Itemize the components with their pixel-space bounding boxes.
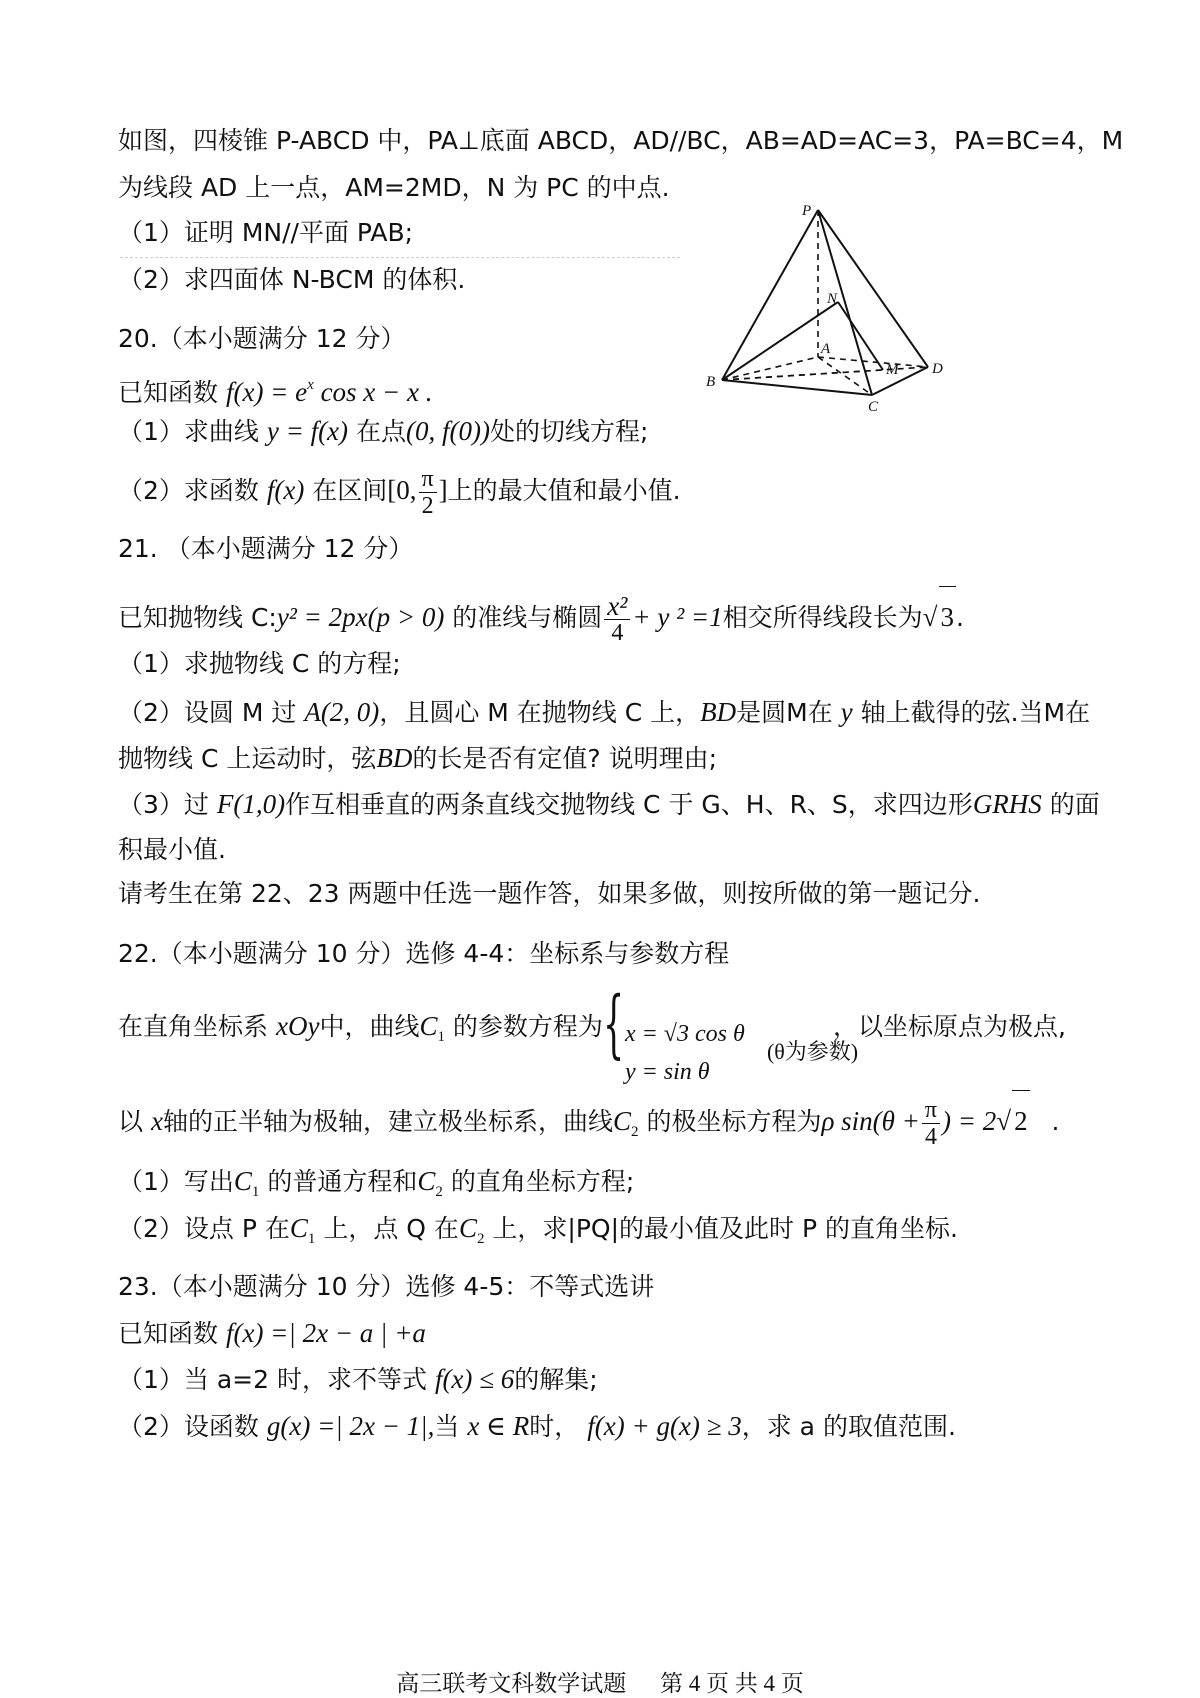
q21-p2-a: （2）设圆 M 过 — [118, 698, 297, 727]
q20-interval-close: ] — [438, 475, 448, 505]
choose-note: 请考生在第 22、23 两题中任选一题作答，如果多做，则按所做的第一题记分. — [118, 879, 981, 908]
label-p: P — [802, 203, 812, 219]
label-n: N — [827, 291, 838, 307]
q21-p2-bd: BD — [700, 697, 737, 727]
q22-p2-a: （2）设点 P 在 — [118, 1214, 290, 1243]
q23-p2-formula: g(x) =| 2x − 1|, — [266, 1411, 435, 1441]
q22-pi-over-4 — [922, 1097, 940, 1150]
q22-p2-b: 上，点 Q 在 — [323, 1214, 459, 1243]
q21-p3-c: 的面 — [1049, 790, 1100, 819]
q22-line2-c: 的极坐标方程为 — [646, 1107, 822, 1136]
q22-p2-c: 上，求|PQ|的最小值及此时 P 的直角坐标. — [492, 1214, 958, 1243]
c2-symbol: C — [458, 1213, 477, 1243]
q20-p2-prefix: （2）求函数 — [118, 476, 259, 505]
q23-p2-b: 当 — [434, 1412, 460, 1441]
q20-exp: x — [307, 377, 314, 393]
q21-p2-line2-b: 的长是否有定值? 说明理由; — [412, 744, 717, 773]
q22-p1-c: 的直角坐标方程; — [450, 1167, 635, 1196]
c2-symbol: C — [417, 1166, 436, 1196]
q21-ellipse-frac — [604, 590, 630, 646]
label-d: D — [932, 361, 943, 377]
frac-num: x² — [604, 593, 630, 620]
q21-part1: （1）求抛物线 C 的方程; — [118, 649, 401, 678]
q22-sys-note: (θ为参数) — [766, 1039, 859, 1064]
c1-sub: 1 — [307, 1231, 316, 1247]
q20-part1 — [118, 414, 648, 449]
footer-title: 高三联考文科数学试题 — [396, 1671, 627, 1696]
q21-part3-line2: 积最小值. — [118, 835, 226, 864]
q20-pi-over-2 — [419, 466, 437, 519]
q20-formula-tail: cos x − x . — [313, 377, 433, 407]
q19-part1: （1）证明 MN//平面 PAB; — [118, 218, 414, 247]
q23-p2-ineq: f(x) + g(x) ≥ 3 — [587, 1411, 742, 1441]
q22-stem-line2: 以 x轴的正半轴为极轴，建立极坐标系，曲线$C_2$ 的极坐标方程为ρ sin(θ + $\frac{\pi}{4}$ ) = 2√ 2 . — [118, 1090, 1059, 1162]
c2-sub: 2 — [476, 1231, 485, 1247]
q21-stem-end: . — [956, 603, 964, 632]
frac-den: 2 — [421, 492, 434, 519]
q21-p3-name: GRHS — [972, 789, 1042, 819]
q21-p3-b: 作互相垂直的两条直线交抛物线 C 于 G、H、R、S，求四边形 — [285, 790, 973, 819]
page-footer — [0, 1665, 1200, 1698]
q22-line2-b: 轴的正半轴为极轴，建立极坐标系，曲线 — [162, 1107, 613, 1136]
q20-part2 — [118, 462, 681, 519]
q23-p2-x: x ∈ R — [467, 1411, 530, 1441]
q23-header: 23.（本小题满分 10 分）选修 4-5：不等式选讲 — [118, 1272, 655, 1301]
q22-line2-a: 以 — [118, 1107, 144, 1136]
q23-p1-a: （1）当 a=2 时，求不等式 — [118, 1365, 427, 1394]
label-c: C — [868, 399, 879, 415]
q20-p1-point: (0, f(0)) — [406, 416, 490, 446]
q21-stem-mid: 的准线与椭圆 — [452, 603, 603, 632]
q20-p1-mid: 在点 — [355, 417, 406, 446]
q23-p2-d: ，求 a 的取值范围. — [741, 1412, 956, 1441]
q20-formula: f(x) = e — [225, 377, 308, 407]
footer-page-number: 第 4 页 共 4 页 — [660, 1671, 804, 1696]
q21-p2-y: y — [840, 697, 853, 727]
q22-polar-a: ρ sin(θ + — [821, 1106, 920, 1136]
q21-p3-point: F(1,0) — [216, 789, 286, 819]
q21-sqrt: 3 — [939, 586, 957, 647]
q21-p2-b: ，且圆心 M 在抛物线 C 上， — [379, 698, 701, 727]
c1-symbol: C — [419, 1011, 438, 1041]
q22-xoy: xOy — [275, 1011, 320, 1041]
q20-p2-tail: 上的最大值和最小值. — [447, 476, 681, 505]
q21-part3-line1 — [118, 787, 1100, 822]
q19-intro-line2: 为线段 AD 上一点，AM=2MD，N 为 PC 的中点. — [118, 173, 670, 202]
c1-symbol: C — [289, 1213, 308, 1243]
q23-p1-formula: f(x) ≤ 6 — [434, 1364, 515, 1394]
q23-p1-b: 的解集; — [514, 1365, 598, 1394]
divider — [120, 257, 680, 258]
frac-den: 4 — [611, 619, 624, 646]
q20-p1-tail: 处的切线方程; — [489, 417, 649, 446]
q21-p2-c: 是圆M在 — [736, 698, 833, 727]
frac-num: π — [922, 1097, 940, 1124]
q22-stem-a: 在直角坐标系 — [118, 1012, 269, 1041]
pyramid-figure — [700, 195, 970, 420]
q22-header: 22.（本小题满分 10 分）选修 4-4：坐标系与参数方程 — [118, 939, 730, 968]
q22-param-system: { x = √3 cos θ y = sin θ (θ为参数) — [603, 990, 833, 1066]
q22-p1-a: （1）写出 — [118, 1167, 234, 1196]
q23-p2-a: （2）设函数 — [118, 1412, 259, 1441]
q21-p2-line2-bd: BD — [376, 743, 413, 773]
q21-part2-line1 — [118, 695, 1090, 730]
q22-polar-b: ) = 2 — [942, 1106, 997, 1136]
label-a: A — [821, 341, 831, 357]
q22-part1 — [118, 1164, 634, 1209]
c1-sub: 1 — [251, 1184, 260, 1200]
q22-p1-b: 的普通方程和 — [267, 1167, 418, 1196]
q21-p2-point: A(2, 0) — [304, 697, 380, 727]
q21-p2-line2-a: 抛物线 C 上运动时，弦 — [118, 744, 377, 773]
q22-stem-d: ，以坐标原点为极点, — [832, 1012, 1066, 1041]
q22-sys-row1: x = √3 cos θ — [624, 1021, 745, 1047]
q20-header: 20.（本小题满分 12 分） — [118, 324, 406, 353]
c2-sub: 2 — [630, 1124, 639, 1140]
q22-stem-line1 — [118, 981, 1066, 1085]
c2-symbol: C — [612, 1106, 631, 1136]
q20-p1-prefix: （1）求曲线 — [118, 417, 259, 446]
c1-symbol: C — [233, 1166, 252, 1196]
q22-sqrt: 2 — [1012, 1090, 1030, 1151]
q21-header: 21. （本小题满分 12 分） — [118, 534, 414, 563]
q22-sys-row2: y = sin θ — [624, 1059, 710, 1085]
q20-p2-formula: f(x) — [266, 475, 305, 505]
label-b: B — [706, 374, 716, 390]
frac-den: 4 — [924, 1123, 937, 1150]
q20-interval-open: [0, — [387, 475, 417, 505]
q23-part2 — [118, 1409, 956, 1444]
q23-stem-a: 已知函数 — [118, 1319, 219, 1348]
q22-stem-b: 中，曲线 — [319, 1012, 420, 1041]
q22-x: x — [150, 1106, 163, 1136]
q23-part1 — [118, 1362, 598, 1397]
q23-stem — [118, 1316, 426, 1351]
q21-p3-a: （3）过 — [118, 790, 209, 819]
q20-stem-prefix: 已知函数 — [118, 378, 219, 407]
q20-p2-mid: 在区间 — [312, 476, 388, 505]
q19-part2: （2）求四面体 N-BCM 的体积. — [118, 265, 466, 294]
q20-p1-formula: y = f(x) — [266, 416, 349, 446]
q23-formula: f(x) =| 2x − a | +a — [225, 1318, 426, 1348]
q21-ellipse-tail: + y ² =1 — [632, 602, 723, 632]
q20-stem — [118, 368, 433, 410]
q21-part2-line2 — [118, 741, 717, 776]
q21-stem-prefix: 已知抛物线 C: — [118, 603, 277, 632]
q19-intro-line1: 如图，四棱锥 P-ABCD 中，PA⊥底面 ABCD，AD//BC，AB=AD=AC=3，PA=BC=4，M — [118, 126, 1124, 155]
q22-line2-end: . — [1051, 1107, 1060, 1136]
c2-sub: 2 — [435, 1184, 443, 1200]
frac-num: π — [419, 466, 437, 493]
q21-p2-d: 轴上截得的弦.当M在 — [860, 698, 1091, 727]
q22-stem-c: 的参数方程为 — [452, 1012, 603, 1041]
q23-p2-c: 时， — [529, 1412, 580, 1441]
c1-sub: 1 — [437, 1029, 445, 1045]
q21-stem: 已知抛物线 C:y² = 2px(p > 0) 的准线与椭圆 $\frac{\text{x²}}{4}$ + y ² =1相交所得线段长为√ 3. — [118, 586, 964, 648]
q21-parabola: y² = 2px(p > 0) — [276, 602, 445, 632]
q21-stem-tail: 相交所得线段长为 — [722, 603, 923, 632]
label-m: M — [886, 362, 899, 378]
q22-part2 — [118, 1211, 958, 1256]
